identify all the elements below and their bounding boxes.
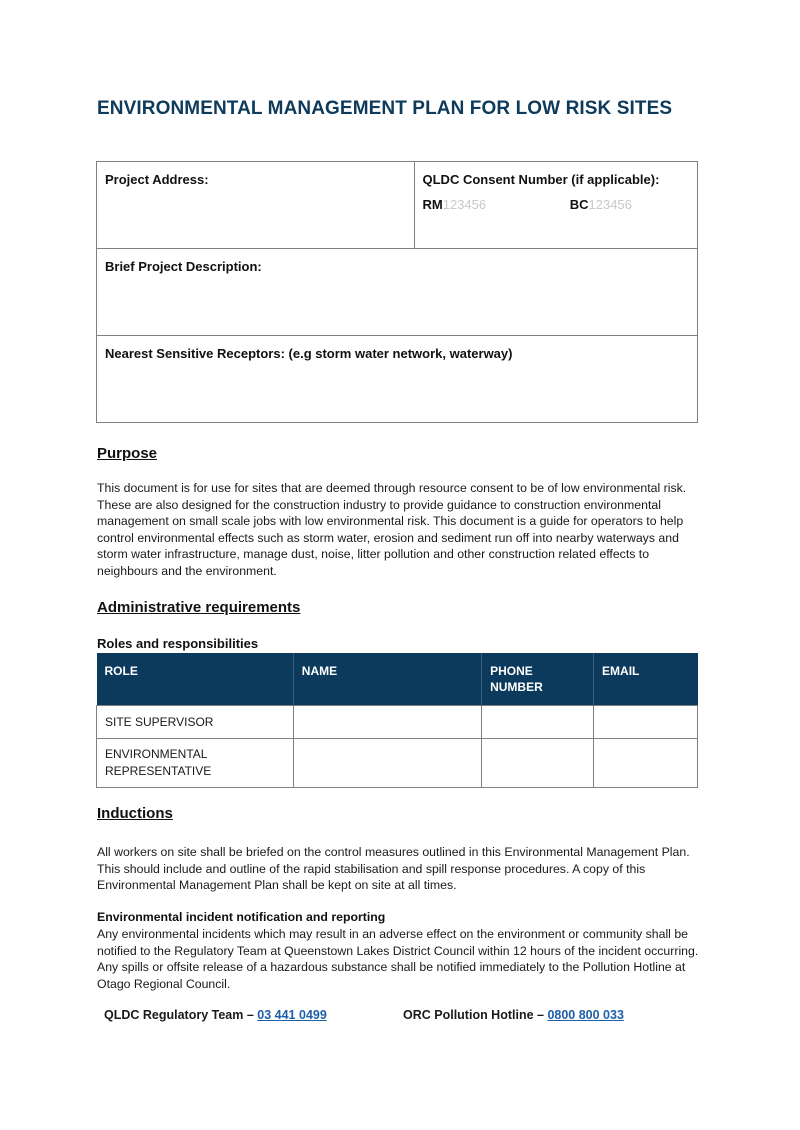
project-description-label: Brief Project Description: xyxy=(105,259,262,274)
bc-field[interactable] xyxy=(570,197,632,212)
column-header-phone: PHONE NUMBER xyxy=(482,653,594,706)
inductions-heading: Inductions xyxy=(97,805,173,822)
purpose-text: This document is for use for sites that are deemed through resource consent to be of low environmental risk. These are also designed for the construction industry to provide guidance to construction environmental management on small scale jobs with low environmental risk. This document is a guide for operators to help control environmental effects such as storm water, erosion and sediment run off into nearby waterways and storm water infrastructure, manage dust, noise, litter pollution and other construction related effects to neighbours and the environment. xyxy=(97,481,687,578)
roles-heading: Roles and responsibilities xyxy=(97,636,259,651)
email-cell[interactable] xyxy=(594,739,698,788)
purpose-heading: Purpose xyxy=(97,445,158,462)
document-title: ENVIRONMENTAL MANAGEMENT PLAN FOR LOW RISK SITES xyxy=(97,98,673,119)
rm-placeholder: 123456 xyxy=(442,197,487,212)
sensitive-receptors-label: Nearest Sensitive Receptors: (e.g storm water network, waterway) xyxy=(105,346,513,361)
orc-contact xyxy=(403,1008,624,1022)
table-row xyxy=(97,739,698,788)
rm-field[interactable] xyxy=(423,197,487,212)
orc-contact-label: ORC Pollution Hotline – xyxy=(403,1008,548,1022)
project-address-cell[interactable] xyxy=(97,162,415,249)
qldc-contact xyxy=(104,1008,327,1022)
incident-heading: Environmental incident notification and reporting xyxy=(97,910,386,924)
project-info-table xyxy=(96,161,698,423)
phone-cell[interactable] xyxy=(482,706,594,739)
project-address-label: Project Address: xyxy=(105,172,209,187)
admin-heading: Administrative requirements xyxy=(97,599,301,616)
sensitive-receptors-cell[interactable] xyxy=(97,336,698,423)
role-cell: SITE SUPERVISOR xyxy=(97,706,294,739)
column-header-name: NAME xyxy=(293,653,481,706)
phone-cell[interactable] xyxy=(482,739,594,788)
inductions-text: All workers on site shall be briefed on the control measures outlined in this Environmental Management Plan. This should include and outline of the rapid stabilisation and spill response procedures. A copy of this Environmental Management Plan shall be kept on site at all times. xyxy=(97,845,690,893)
rm-prefix: RM xyxy=(422,197,443,212)
bc-placeholder: 123456 xyxy=(588,197,632,212)
orc-phone-link[interactable]: 0800 800 033 xyxy=(547,1008,624,1022)
roles-table-header xyxy=(97,653,698,706)
qldc-phone-link[interactable]: 03 441 0499 xyxy=(257,1008,327,1022)
qldc-contact-label: QLDC Regulatory Team – xyxy=(104,1008,258,1022)
bc-prefix: BC xyxy=(569,197,589,212)
consent-number-label: QLDC Consent Number (if applicable): xyxy=(422,172,660,187)
roles-table xyxy=(96,653,698,788)
consent-number-cell xyxy=(414,162,698,249)
incident-text: Any environmental incidents which may result in an adverse effect on the environment or community shall be notified to the Regulatory Team at Queenstown Lakes District Council within 12 hours of the incident occurring. Any spills or offsite release of a hazardous substance shall be notified immediately to the Pollution Hotline at Otago Regional Council. xyxy=(97,927,699,991)
name-cell[interactable] xyxy=(293,706,481,739)
column-header-email: EMAIL xyxy=(594,653,698,706)
project-description-cell[interactable] xyxy=(97,249,698,336)
column-header-role: ROLE xyxy=(97,653,294,706)
table-row xyxy=(97,706,698,739)
role-cell: ENVIRONMENTAL REPRESENTATIVE xyxy=(97,739,294,788)
email-cell[interactable] xyxy=(594,706,698,739)
name-cell[interactable] xyxy=(293,739,481,788)
